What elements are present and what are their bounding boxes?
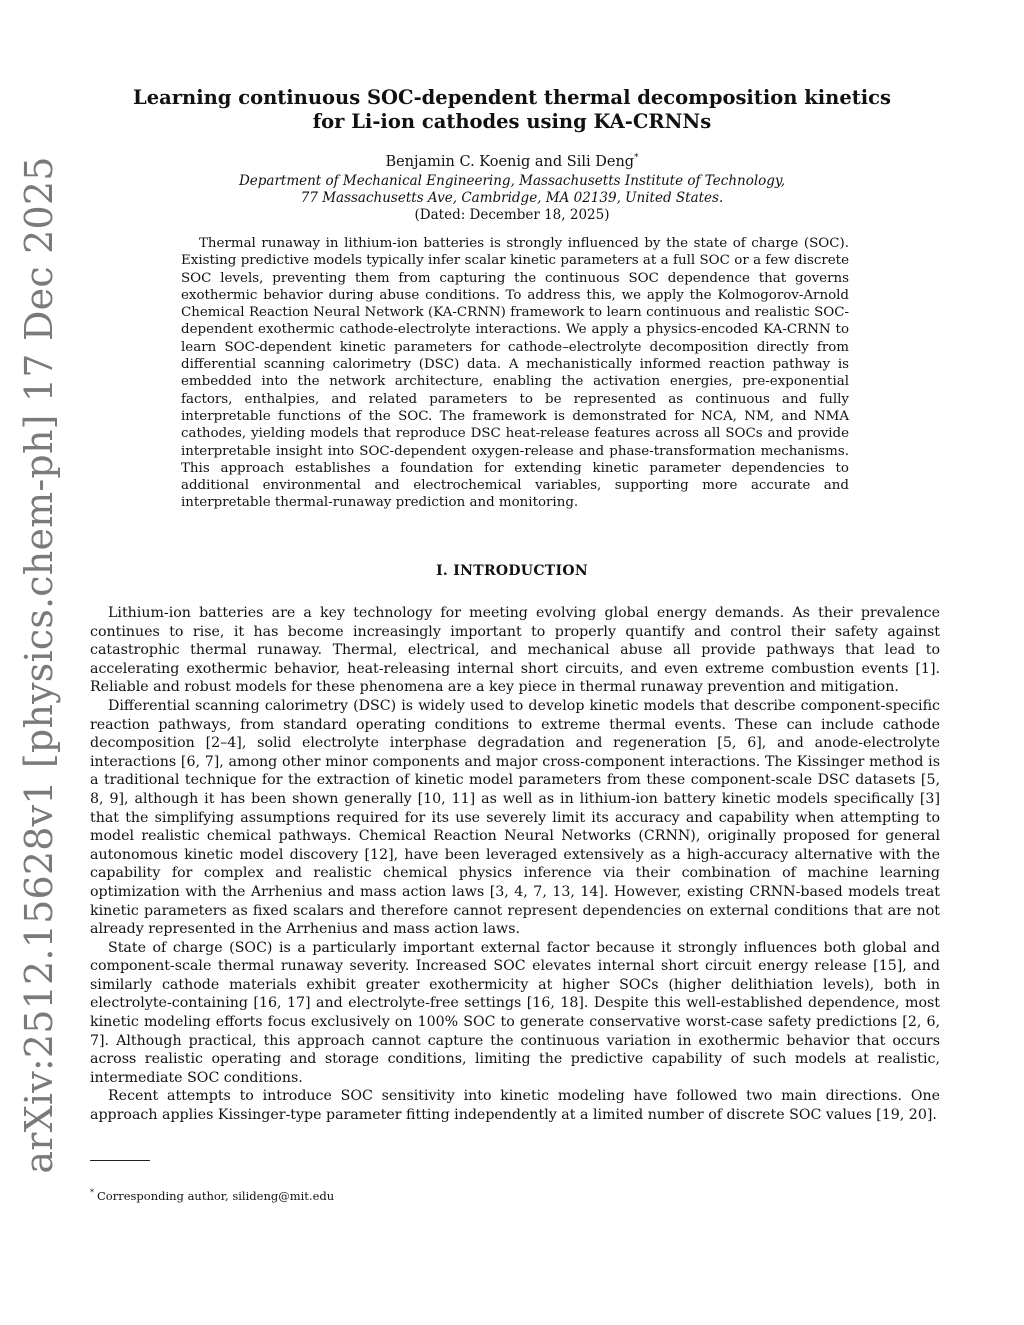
affiliation (0, 173, 1024, 207)
paper-title: Learning continuous SOC-dependent thermal decomposition kinetics for Li-ion cathodes using KA-CRNNs (132, 86, 891, 133)
corresponding-author-mark: * (634, 153, 639, 163)
footnote (90, 1188, 334, 1203)
date-line: (Dated: December 18, 2025) (414, 207, 610, 223)
author-line (0, 153, 1024, 170)
footnote-divider (90, 1160, 150, 1161)
authors: Benjamin C. Koenig and Sili Deng (385, 153, 635, 170)
section-heading-introduction: I. INTRODUCTION (436, 563, 588, 579)
footnote-mark: * (90, 1188, 94, 1197)
introduction-body (90, 604, 940, 1125)
abstract: Thermal runaway in lithium-ion batteries is strongly influenced by the state of charge (SOC). Existing predictive models typically infer scalar kinetic parameters at a full SOC or a few discrete SOC levels, preventing them from capturing the continuous SOC dependence that governs exothermic behavior during abuse conditions. To address this, we apply the Kolmogorov-Arnold Chemical Reaction Neural Network (KA-CRNN) framework to learn continuous and realistic SOC-dependent exothermic cathode-electrolyte interactions. We apply a physics-encoded KA-CRNN to learn SOC-dependent kinetic parameters for cathode–electrolyte decomposition directly from differential scanning calorimetry (DSC) data. A mechanistically informed reaction pathway is embedded into the network architecture, enabling the activation energies, pre-exponential factors, enthalpies, and related parameters to be represented as continuous and fully interpretable functions of the SOC. The framework is demonstrated for NCA, NM, and NMA cathodes, yielding models that reproduce DSC heat-release features across all SOCs and provide interpretable insight into SOC-dependent oxygen-release and phase-transformation mechanisms. This approach establishes a foundation for extending kinetic parameter dependencies to additional environmental and electrochemical variables, supporting more accurate and interpretable thermal-runaway prediction and monitoring. (181, 236, 849, 511)
footnote-text: Corresponding author, silideng@mit.edu (97, 1188, 335, 1203)
intro-paragraph: State of charge (SOC) is a particularly important external factor because it strongly influences both global and component-scale thermal runaway severity. Increased SOC elevates internal short circuit energy release [15], and similarly cathode materials exhibit greater exothermicity at higher SOCs (higher delithiation levels), both in electrolyte-containing [16, 17] and electrolyte-free settings [16, 18]. Despite this well-established dependence, most kinetic modeling efforts focus exclusively on 100% SOC to generate conservative worst-case safety predictions [2, 6, 7]. Although practical, this approach cannot capture the continuous variation in exothermic behavior that occurs across realistic operating and storage conditions, limiting the predictive capability of such models at realistic, intermediate SOC conditions. (90, 939, 940, 1086)
intro-paragraph: Recent attempts to introduce SOC sensitivity into kinetic modeling have followed two main directions. One approach applies Kissinger-type parameter fitting independently at a limited number of discrete SOC values [19, 20]. (90, 1088, 940, 1124)
affiliation-line-1: Department of Mechanical Engineering, Massachusetts Institute of Technology, (238, 173, 786, 189)
arxiv-identifier: arXiv:2512.15628v1 [physics.chem-ph] 17 Dec 2025 (17, 156, 61, 1174)
intro-paragraph: Differential scanning calorimetry (DSC) is widely used to develop kinetic models that describe component-specific reaction pathways, from standard operating conditions to extreme thermal events. These can include cathode decomposition [2–4], solid electrolyte interphase degradation and regeneration [5, 6], and anode-electrolyte interactions [6, 7], among other minor components and major cross-component interactions. The Kissinger method is a traditional technique for the extraction of kinetic model parameters from these component-scale DSC datasets [5, 8, 9], although it has been shown generally [10, 11] as well as in lithium-ion battery kinetic models specifically [3] that the simplifying assumptions required for its use severely limit its accuracy and capability when attempting to model realistic chemical pathways. Chemical Reaction Neural Networks (CRNN), originally proposed for general autonomous kinetic model discovery [12], have been leveraged extensively as a high-accuracy alternative with the capability for complex and realistic chemical physics inference via their combination of machine learning optimization with the Arrhenius and mass action laws [3, 4, 7, 13, 14]. However, existing CRNN-based models treat kinetic parameters as fixed scalars and therefore cannot represent dependencies on external conditions that are not already represented in the Arrhenius and mass action laws. (90, 697, 940, 938)
intro-paragraph: Lithium-ion batteries are a key technology for meeting evolving global energy demands. As their prevalence continues to rise, it has become increasingly important to properly quantify and control their safety against catastrophic thermal runaway. Thermal, electrical, and mechanical abuse all provide pathways that lead to accelerating exothermic behavior, heat-releasing internal short circuits, and even extreme combustion events [1]. Reliable and robust models for these phenomena are a key piece in thermal runaway prevention and mitigation. (90, 605, 940, 696)
affiliation-line-2: 77 Massachusetts Ave, Cambridge, MA 02139, United States. (300, 190, 724, 206)
